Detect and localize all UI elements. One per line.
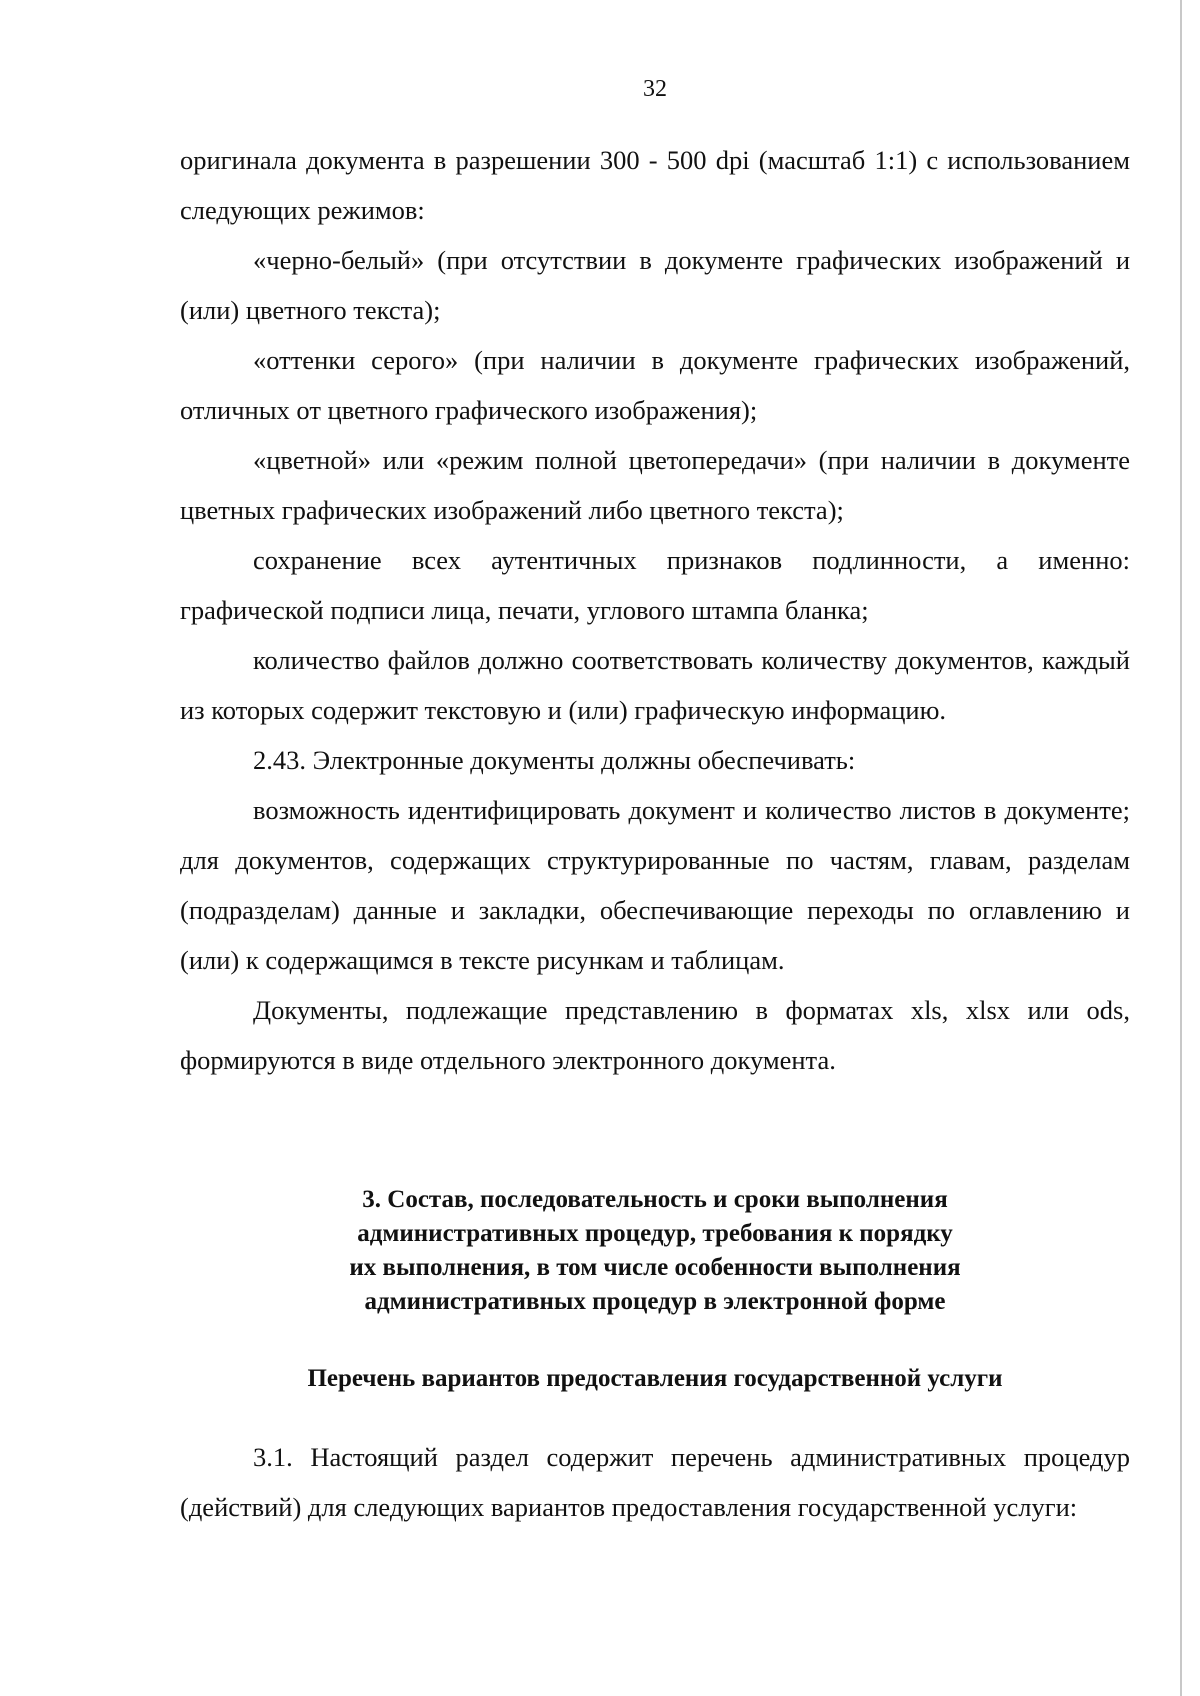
section-heading-line: 3. Состав, последовательность и сроки выполнения xyxy=(362,1186,948,1213)
document-body xyxy=(180,135,1130,1085)
page-edge xyxy=(1180,0,1182,1696)
paragraph: количество файлов должно соответствовать количеству документов, каждый из которых содержит текстовую и (или) графическую информацию. xyxy=(180,645,1130,725)
section-heading xyxy=(180,1183,1130,1319)
page-number: 32 xyxy=(643,76,667,102)
section-heading-line: административных процедур, требования к порядку xyxy=(357,1220,953,1247)
paragraph: «оттенки серого» (при наличии в документе графических изображений, отличных от цветного графического изображения); xyxy=(180,345,1130,425)
section-heading-line: их выполнения, в том числе особенности выполнения xyxy=(349,1254,961,1281)
paragraph: «цветной» или «режим полной цветопередачи» (при наличии в документе цветных графических изображений либо цветного текста); xyxy=(180,445,1130,525)
sub-heading: Перечень вариантов предоставления государственной услуги xyxy=(307,1365,1003,1392)
paragraph: Документы, подлежащие представлению в форматах xls, xlsx или ods, формируются в виде отдельного электронного документа. xyxy=(180,995,1130,1075)
section-heading-line: административных процедур в электронной форме xyxy=(364,1288,946,1315)
paragraph: оригинала документа в разрешении 300 - 500 dpi (масштаб 1:1) с использованием следующих режимов: xyxy=(180,145,1130,225)
paragraph: сохранение всех аутентичных признаков подлинности, а именно: графической подписи лица, печати, углового штампа бланка; xyxy=(180,545,1130,625)
paragraph: «черно-белый» (при отсутствии в документе графических изображений и (или) цветного текста); xyxy=(180,245,1130,325)
paragraph: 3.1. Настоящий раздел содержит перечень административных процедур (действий) для следующих вариантов предоставления государственной услуги: xyxy=(180,1442,1130,1522)
paragraph: 2.43. Электронные документы должны обеспечивать: xyxy=(253,745,856,775)
document-body-continued xyxy=(180,1432,1130,1532)
paragraph: возможность идентифицировать документ и количество листов в документе; для документов, содержащих структурированные по частям, главам, разделам (подразделам) данные и закладки, обеспечивающие переходы по оглавлению и (или) к содержащимся в тексте рисункам и таблицам. xyxy=(180,795,1130,975)
